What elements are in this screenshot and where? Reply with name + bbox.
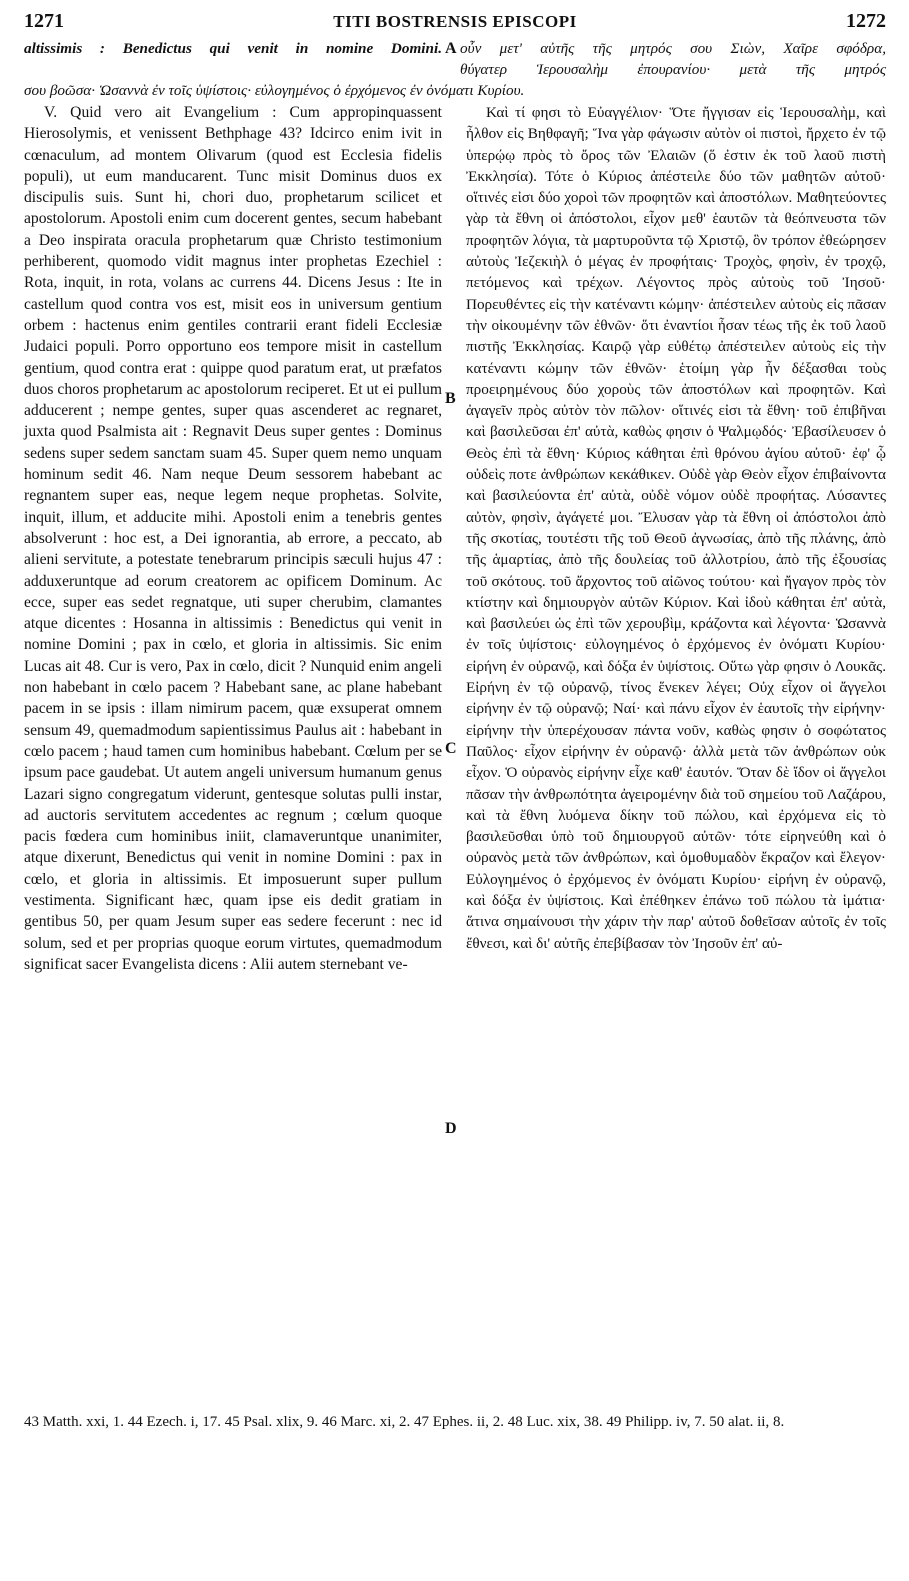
margin-marker-a: A	[445, 40, 457, 57]
margin-marker-c: C	[445, 740, 457, 757]
column-number-left: 1271	[24, 10, 64, 32]
greek-continuation-3: σου βοῶσα· Ὡσαννὰ ἐν τοῖς ὑψίστοις· εὐλογημένος ὁ ἐρχόμενος ἐν ὀνόματι Κυρίου.	[24, 82, 525, 99]
continuation-row-3	[24, 80, 886, 101]
footnotes: 43 Matth. xxi, 1. 44 Ezech. i, 17. 45 Psal. xlix, 9. 46 Marc. xi, 2. 47 Ephes. ii, 2. 48 Luc. xix, 38. 49 Philipp. iv, 7. 50 alat. ii, 8.	[24, 1414, 785, 1430]
latin-paragraph: V. Quid vero ait Evangelium : Cum appropinquassent Hierosolymis, et venissent Bethphage 43? Idcirco enim ivit in cœnaculum, ad montem Olivarum (quod est Ecclesia fidelis populi), ut eum manducarent. Tunc misit Dominus duos ex discipulis suis. Sunt hi, chori duo, prophetarum scilicet et apostolorum. Apostoli enim cum docerent gentes, secum habebant a Deo inspirata oracula prophetarum quæ Christo testimonium perhiberent, quomodo vidit magnus inter prophetas Ezechiel : Rota, inquit, in rota, volans ac currens 44. Dicens Jesus : Ite in castellum quod contra vos est, misit eos in universum gentium orbem : hactenus enim gentiles contrarii erant fideli Ecclesiæ Judaici populi. Porro opportuno eos tempore misit in castellum gentium, quod contra erat : quippe quod paratum erat, ut præfatos duos choros prophetarum ac apostolorum reciperet. Et ut ei pullum adducerent ; nempe gentes, super quas ascenderet ac regnaret, juxta quod Psalmista ait : Regnavit Deus super gentes : Dominus sedens super sedem sanctam suam 45. Super quem nemo unquam hominum sedit 46. Nam neque Deum sessorem habebant ac regnantem super eas, neque legem neque prophetas. Solvite, inquit, illum, et adducite mihi. Apostoli enim a tenebris gentes absolverunt : hoc est, a Dei ignorantia, ab errore, a peccato, ab alieni servitute, a potestate tenebrarum principis sæculi hujus 47 : adduxeruntque ad eorum creatorem ac opificem Dominum. Ac ecce, super eas sedet regnatque, uti super cherubim, clamantes atque dicentes : Hosanna in altissimis : Benedictus qui venit in nomine Domini ; pax in cœlo, et gloria in altissimis. Sic enim Lucas ait 48. Cur is vero, Pax in cœlo, dicit ? Nunquid enim angeli non habebant in cœlo pacem ? Habebant sane, ac plane habebant pacem in se ipsis : illam nimirum pacem, quæ exsuperat omnem sensum 49, quemadmodum sapientissimus Paulus ait : habebant in cœlo pacem ; haud tamen cum hominibus habebant. Cœlum per se ipsum pace gaudebat. Ut autem angeli universum humanum genus Lazari signo congregatum viderunt, gentesque solutas pulli instar, ad auctoris servitutem accedentes ac regnum ; cœlum quoque pacis fœdera cum hominibus iniit, clamaveruntque unanimiter, atque dixerunt, Benedictus qui venit in nomine Domini : pax in cœlo, et gloria in altissimis. Et imposuerunt super pullum vestimenta. Significant hæc, quam ipse eis dedit gratiam in gentibus 50, per quam Jesum super eas sedere fecerunt : nec id solum, sed et per proprias quoque eorum virtutes, quemadmodum significat sacer Evangelista dicens : Alii autem sternebant ve-	[24, 104, 442, 973]
margin-marker-b: B	[445, 390, 456, 407]
margin-marker-d: D	[445, 1120, 457, 1137]
running-title: TITI BOSTRENSIS EPISCOPI	[333, 12, 577, 31]
column-number-right: 1272	[846, 10, 886, 32]
latin-column	[24, 102, 442, 975]
latin-continuation: altissimis : Benedictus qui venit in nomine Domini.	[24, 40, 442, 57]
greek-continuation-1: οὖν μετ' αὐτῆς τῆς μητρός σου Σιὼν, Χαῖρε σφόδρα,	[460, 40, 886, 57]
greek-paragraph: Καὶ τί φησι τὸ Εὐαγγέλιον· Ὅτε ἤγγισαν εἰς Ἱερουσαλὴμ, καὶ ἦλθον εἰς Βηθφαγῆ; Ἵνα γὰρ φάγωσιν αὐτὸν οἱ πιστοὶ, ἤρχετο ἐν τῷ ὑπερῴῳ πρὸς τὸ ὄρος τῶν Ἐλαιῶν (ὅ ἐστιν ἐκ τοῦ λαοῦ πιστὴ Ἐκκλησία). Τότε ὁ Κύριος ἀπέστειλε δύο τῶν μαθητῶν αὐτοῦ· οἵτινές εἰσι δύο χοροὶ τῶν προφητῶν καὶ ἀποστόλων. Μαθητεύοντες γὰρ τὰ ἔθνη οἱ ἀπόστολοι, εἶχον μεθ' ἑαυτῶν τὰ θεόπνευστα τῶν προφητῶν λόγια, τὰ μαρτυροῦντα τῷ Χριστῷ, ὃν τρόπον ἐθεώρησεν αὐτοὺς Ἰεζεκιὴλ ὁ μέγας ἐν προφήταις· Τροχὸς, φησὶν, ἐν τροχῷ, πετόμενος καὶ τρέχων. Λέγοντος πρὸς αὐτοὺς τοῦ Ἰησοῦ· Πορευθέντες εἰς τὴν κατέναντι κώμην· ἀπέστειλεν αὐτοὺς εἰς πᾶσαν τὴν οἰκουμένην τῶν ἐθνῶν· ὅτι ἐναντίοι ἦσαν τέως τῆς ἐκ τοῦ λαοῦ πιστῆς Ἐκκλησίας. Καιρῷ γὰρ εὐθέτῳ ἀπέστειλεν αὐτοὺς εἰς τὴν κατέναντι κώμην τῶν ἐθνῶν· ἑτοίμη γὰρ ἦν δέξασθαι τοὺς προειρημένους δύο χοροὺς τῶν ἀποστόλων καὶ προφητῶν. Καὶ ἀγαγεῖν πρὸς αὐτὸν τὸν πῶλον· οἵτινές εἰσι τὰ ἔθνη· τοῦ ἐπιβῆναι καὶ βασιλεῦσαι ἐπ' αὐτὰ, καθὼς φησιν ὁ Ψαλμῳδός· Ἐβασίλευσεν ὁ Θεὸς ἐπὶ τὰ ἔθνη· Κύριος κάθηται ἐπὶ θρόνου ἁγίου αὐτοῦ· ἐφ' ᾧ οὐδεὶς ποτε ἀνθρώπων κεκάθικεν. Οὐδὲ γὰρ Θεὸν εἶχον ἐπιβαίνοντα καὶ βασιλεύοντα ἐπ' αὐτὰ, οὐδὲ νόμον οὐδὲ προφήτας. Λύσαντες αὐτὸν, φησὶν, ἀγάγετέ μοι. Ἔλυσαν γὰρ τὰ ἔθνη οἱ ἀπόστολοι ἀπὸ τῆς σκοτίας, τουτέστι τῆς τοῦ Θεοῦ ἀγνωσίας, ἀπὸ τῆς πλάνης, ἀπὸ τῆς ἁμαρτίας, ἀπὸ τῆς δουλείας τοῦ ἀλλοτρίου, ἀπὸ τῆς ἐξουσίας τοῦ σκότους. τοῦ ἄρχοντος τοῦ αἰῶνος τούτου· καὶ ἤγαγον πρὸς τὸν κτίστην καὶ δημιουργὸν αὐτῶν Κύριον. Καὶ ἰδοὺ κάθηται ἐπ' αὐτὰ, καὶ βασιλεύει ὡς ἐπὶ τῶν χερουβὶμ, κράζοντα καὶ λέγοντα· Ὡσαννὰ ἐν τοῖς ὑψίστοις· εὐλογημένος ὁ ἐρχόμενος ἐν ὀνόματι Κυρίου· εἰρήνη ἐν οὐρανῷ, καὶ δόξα ἐν ὑψίστοις. Οὕτω γὰρ φησιν ὁ Λουκᾶς. Εἰρήνη ἐν τῷ οὐρανῷ, τίνος ἕνεκεν λέγει; Οὐχ εἶχον οἱ ἄγγελοι εἰρήνην ἐν τῷ οὐρανῷ; Ναί· καὶ πάνυ εἶχον ἐν ἑαυτοῖς τὴν εἰρήνην· εἰρήνην τὴν ὑπερέχουσαν πάντα νοῦν, καθὼς φησιν ὁ σοφώτατος Παῦλος· εἶχον εἰρήνην ἐν οὐρανῷ· ἀλλὰ μετὰ τῶν ἀνθρώπων οὐκ εἶχον. Ὁ οὐρανὸς εἰρήνην εἶχε καθ' ἑαυτόν. Ὅταν δὲ ἴδον οἱ ἄγγελοι πᾶσαν τὴν ἀνθρωπότητα ἀγειρομένην διὰ τοῦ σημείου τοῦ Λαζάρου, καὶ τὰ ἔθνη λυόμενα δίκην τοῦ πώλου, καὶ ἐρχόμενα εἰς τὸ βασιλεῦσθαι ὑπὸ τοῦ δημιουργοῦ αὐτῶν· τότε εἰρηνεύθη καὶ ὁ οὐρανὸς μετὰ τῶν ἀνθρώπων, καὶ ὁμοθυμαδὸν ἔκραζον καὶ ἔλεγον· Εὐλογημένος ὁ ἐρχόμενος ἐν ὀνόματι Κυρίου· εἰρήνη ἐν οὐρανῷ, καὶ δόξα ἐν ὑψίστοις. Καὶ ἐπέθηκεν ἐπάνω τοῦ πώλου τὰ ἱμάτια· ἅτινα σημαίνουσι τὴν χάριν τὴν παρ' αὐτοῦ δοθεῖσαν αὐτοῖς ἐν τοῖς ἔθνεσι, καὶ δι' αὐτῆς ἐπεβίβασαν τὸν Ἰησοῦν ἐπ' αὐ-	[466, 104, 886, 952]
greek-continuation-2: θύγατερ Ἱερουσαλὴμ ἐπουρανίου· μετὰ τῆς μητρός	[460, 61, 886, 78]
page-header	[24, 10, 886, 38]
greek-column	[466, 102, 886, 954]
continuation-row-2	[24, 59, 886, 80]
